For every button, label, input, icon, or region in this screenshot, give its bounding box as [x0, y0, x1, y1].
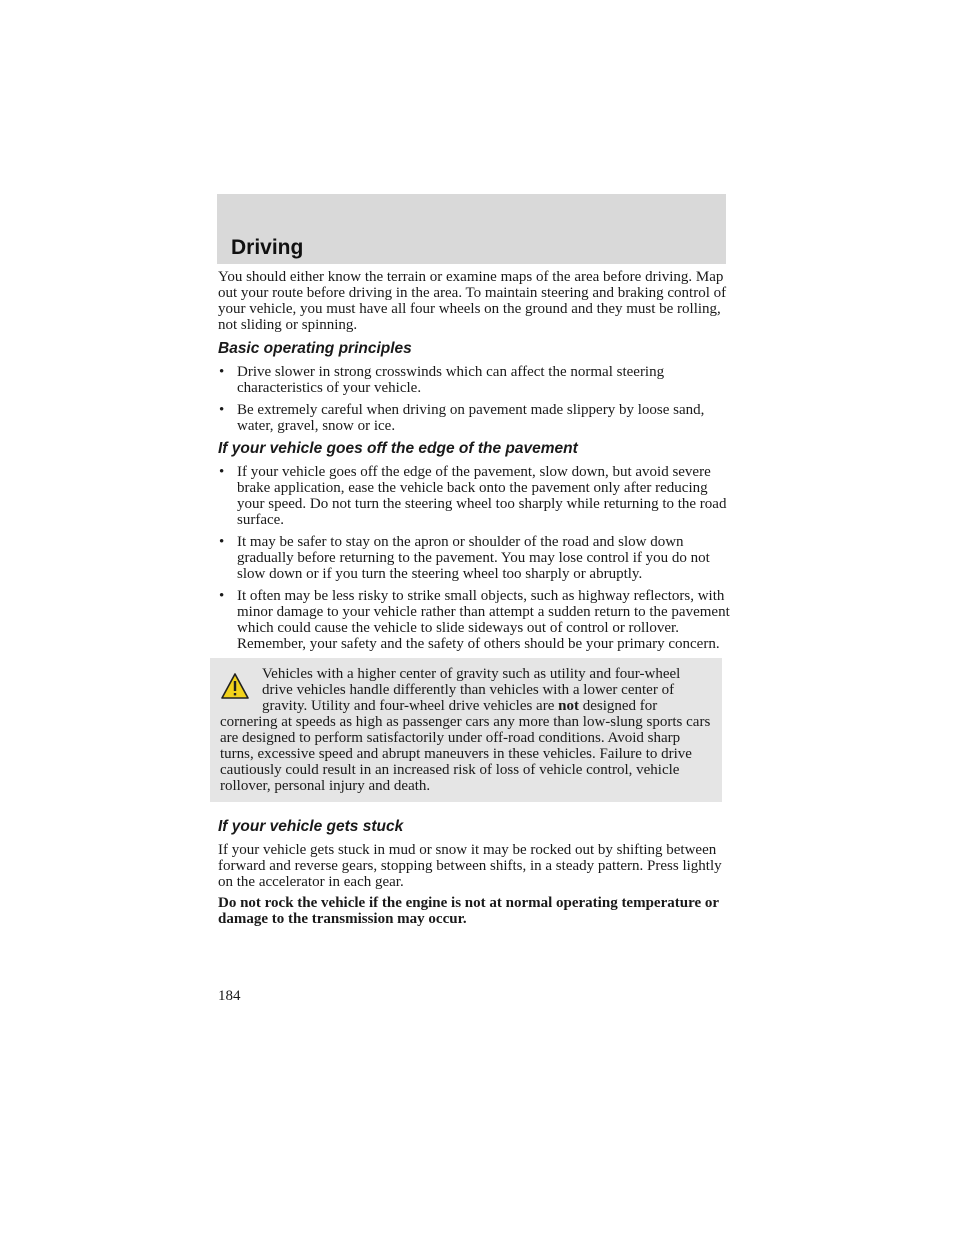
page-content	[218, 269, 730, 927]
intro-paragraph: You should either know the terrain or examine maps of the area before driving. Map out your route before driving in the area. To maintain steering and braking control of your vehicle, you must have all four wheels on the ground and they must be rolling, not sliding or spinning.	[218, 269, 727, 333]
warning-emphasis: not	[558, 698, 579, 714]
warning-box	[210, 658, 722, 802]
list-item	[218, 534, 730, 582]
page-number: 184	[218, 988, 241, 1004]
warning-text	[220, 666, 714, 794]
bullet-icon: •	[219, 464, 225, 480]
warning-text-after: designed for cornering at speeds as high as passenger cars any more than low-slung sports cars are designed to perform satisfactorily under off-road conditions. Avoid sharp turns, excessive speed and abrupt maneuvers in these vehicles. Failure to drive cautiously could result in an increased risk of loss of vehicle control, vehicle rollover, personal injury and death.	[220, 698, 711, 794]
list-item-text: It often may be less risky to strike small objects, such as highway reflectors, with minor damage to your vehicle rather than attempt a sudden return to the pavement which could cause the vehicle to slide sideways out of control or rollover. Remember, your safety and the safety of others should be your primary concern.	[237, 588, 730, 652]
list-item	[218, 402, 730, 434]
bullet-icon: •	[219, 588, 225, 604]
bullet-icon: •	[219, 364, 225, 380]
list-item	[218, 464, 730, 528]
bullet-icon: •	[219, 402, 225, 418]
list-item-text: Be extremely careful when driving on pavement made slippery by loose sand, water, gravel, snow or ice.	[237, 402, 705, 434]
warning-triangle-icon	[220, 672, 250, 700]
list-item	[218, 364, 730, 396]
basic-principles-list	[218, 364, 730, 434]
section-title: Driving	[231, 236, 304, 259]
stuck-paragraph: If your vehicle gets stuck in mud or snow it may be rocked out by shifting between forward and reverse gears, stopping between shifts, in a steady pattern. Press lightly on the accelerator in each gear.	[218, 842, 722, 890]
stuck-caution: Do not rock the vehicle if the engine is not at normal operating temperature or damage to the transmission may occur.	[218, 895, 719, 927]
basic-principles-heading: Basic operating principles	[218, 340, 412, 357]
list-item-text: Drive slower in strong crosswinds which can affect the normal steering characteristics of your vehicle.	[237, 364, 665, 396]
list-item-text: It may be safer to stay on the apron or shoulder of the road and slow down gradually before returning to the pavement. You may lose control if you do not slow down or if you turn the steering wheel too sharply or abruptly.	[237, 534, 710, 582]
stuck-heading: If your vehicle gets stuck	[218, 818, 404, 835]
off-edge-heading: If your vehicle goes off the edge of the pavement	[218, 440, 578, 457]
list-item-text: If your vehicle goes off the edge of the pavement, slow down, but avoid severe brake application, ease the vehicle back onto the pavement only after reducing your speed. Do not turn the steering wheel too sharply while returning to the road surface.	[237, 464, 727, 528]
warning-text-before: Vehicles with a higher center of gravity such as utility and four-wheel drive vehicles handle differently than vehicles with a lower center of gravity. Utility and four-wheel drive vehicles are	[262, 666, 681, 714]
list-item	[218, 588, 730, 652]
bullet-icon: •	[219, 534, 225, 550]
section-header-band	[217, 194, 726, 264]
off-edge-list	[218, 464, 730, 652]
